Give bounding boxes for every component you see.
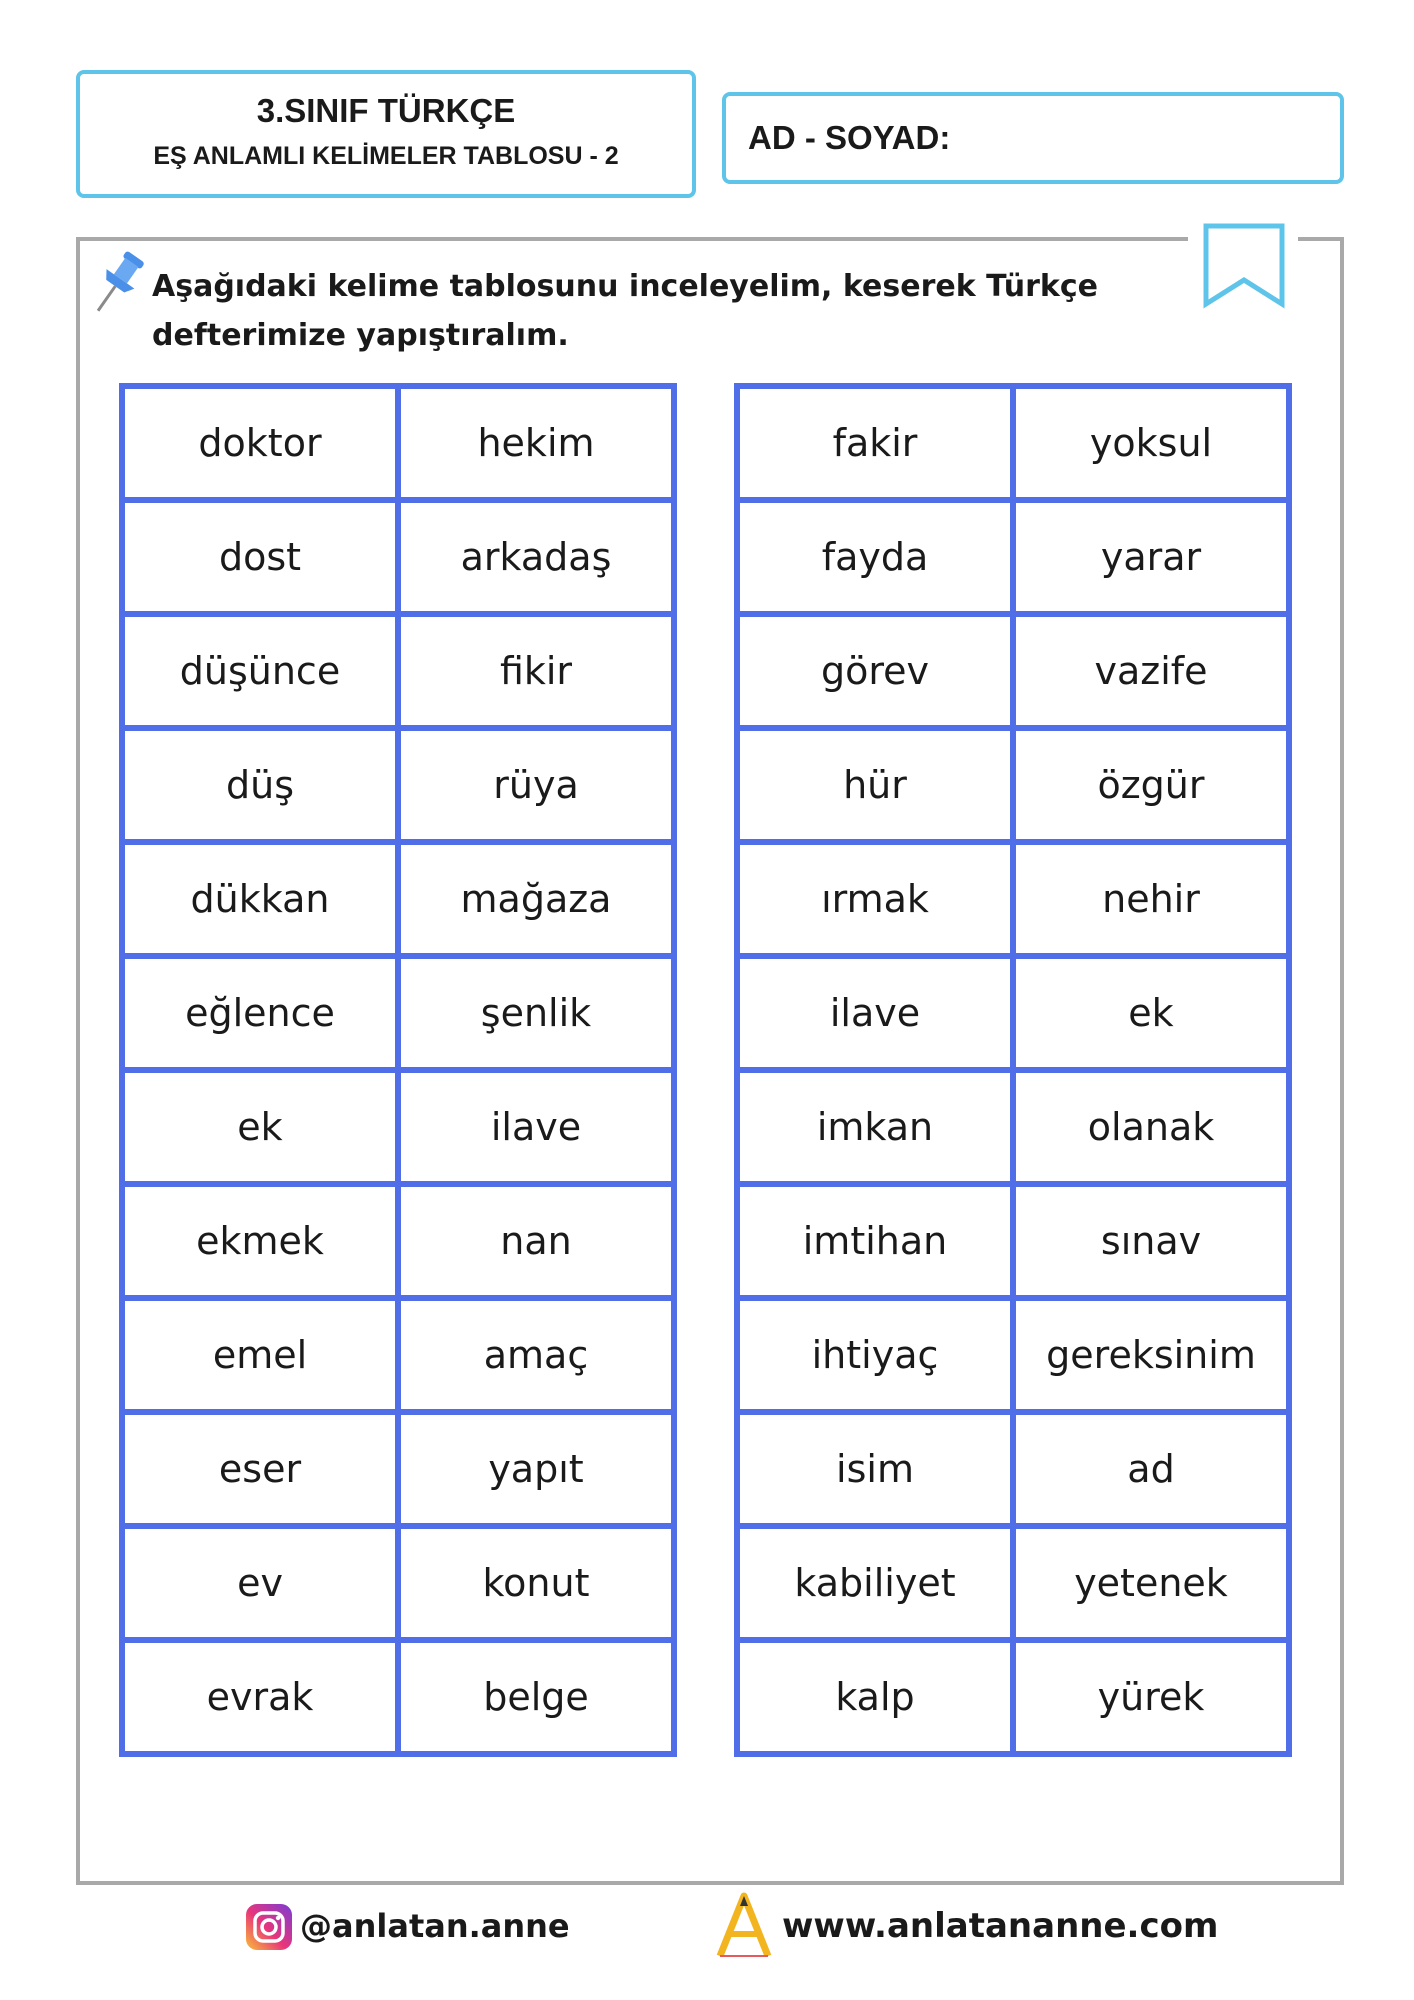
pushpin-icon: [92, 248, 150, 322]
instagram-handle: @anlatan.anne: [300, 1907, 570, 1945]
word-cell: belge: [398, 1640, 674, 1754]
word-cell: nan: [398, 1184, 674, 1298]
table-row: [122, 500, 674, 614]
word-cell: arkadaş: [398, 500, 674, 614]
word-cell: gereksinim: [1013, 1298, 1289, 1412]
worksheet-subtitle: EŞ ANLAMLI KELİMELER TABLOSU - 2: [153, 142, 619, 170]
table-row: [737, 500, 1289, 614]
word-cell: düşünce: [122, 614, 398, 728]
word-cell: eğlence: [122, 956, 398, 1070]
word-cell: hür: [737, 728, 1013, 842]
website-url: www.anlatananne.com: [782, 1906, 1219, 1946]
synonym-table-left: [119, 383, 677, 1757]
instruction-line-1: Aşağıdaki kelime tablosunu inceleyelim, keserek Türkçe: [152, 269, 1098, 304]
table-row: [737, 1412, 1289, 1526]
word-cell: ırmak: [737, 842, 1013, 956]
word-cell: ekmek: [122, 1184, 398, 1298]
word-cell: evrak: [122, 1640, 398, 1754]
table-row: [737, 1298, 1289, 1412]
table-row: [737, 1070, 1289, 1184]
word-cell: yarar: [1013, 500, 1289, 614]
word-cell: ev: [122, 1526, 398, 1640]
table-row: [122, 842, 674, 956]
instruction-line-2: defterimize yapıştıralım.: [152, 318, 569, 353]
table-row: [737, 1184, 1289, 1298]
word-cell: vazife: [1013, 614, 1289, 728]
word-cell: dost: [122, 500, 398, 614]
table-row: [122, 1298, 674, 1412]
worksheet-title: 3.SINIF TÜRKÇE: [256, 92, 516, 129]
word-cell: doktor: [122, 386, 398, 500]
instruction-text: [152, 262, 1152, 360]
word-cell: fayda: [737, 500, 1013, 614]
word-cell: amaç: [398, 1298, 674, 1412]
word-cell: ihtiyaç: [737, 1298, 1013, 1412]
word-cell: fikir: [398, 614, 674, 728]
table-row: [122, 1640, 674, 1754]
instagram-icon: [246, 1904, 292, 1950]
word-cell: şenlik: [398, 956, 674, 1070]
bookmark-icon: [1202, 222, 1286, 310]
word-cell: yapıt: [398, 1412, 674, 1526]
word-cell: olanak: [1013, 1070, 1289, 1184]
word-cell: sınav: [1013, 1184, 1289, 1298]
word-cell: yürek: [1013, 1640, 1289, 1754]
table-row: [122, 386, 674, 500]
word-cell: mağaza: [398, 842, 674, 956]
word-cell: yetenek: [1013, 1526, 1289, 1640]
word-cell: düş: [122, 728, 398, 842]
word-cell: ek: [1013, 956, 1289, 1070]
name-field[interactable]: AD - SOYAD:: [722, 92, 1344, 184]
word-cell: ilave: [398, 1070, 674, 1184]
table-row: [737, 1526, 1289, 1640]
word-cell: görev: [737, 614, 1013, 728]
table-row: [122, 1184, 674, 1298]
table-row: [122, 728, 674, 842]
word-cell: fakir: [737, 386, 1013, 500]
word-cell: ek: [122, 1070, 398, 1184]
word-cell: rüya: [398, 728, 674, 842]
table-row: [737, 956, 1289, 1070]
word-cell: hekim: [398, 386, 674, 500]
table-row: [737, 728, 1289, 842]
word-cell: imkan: [737, 1070, 1013, 1184]
word-cell: kalp: [737, 1640, 1013, 1754]
table-row: [737, 1640, 1289, 1754]
word-cell: nehir: [1013, 842, 1289, 956]
table-row: [737, 386, 1289, 500]
synonym-table-right: [734, 383, 1292, 1757]
table-row: [122, 1412, 674, 1526]
word-cell: konut: [398, 1526, 674, 1640]
letter-a-pencil-logo: [714, 1892, 774, 1960]
table-row: [737, 614, 1289, 728]
table-row: [122, 1526, 674, 1640]
word-cell: özgür: [1013, 728, 1289, 842]
word-cell: ilave: [737, 956, 1013, 1070]
title-box: [76, 70, 696, 198]
word-cell: yoksul: [1013, 386, 1289, 500]
word-cell: imtihan: [737, 1184, 1013, 1298]
word-cell: kabiliyet: [737, 1526, 1013, 1640]
word-cell: ad: [1013, 1412, 1289, 1526]
table-row: [122, 614, 674, 728]
word-cell: dükkan: [122, 842, 398, 956]
table-row: [737, 842, 1289, 956]
table-row: [122, 956, 674, 1070]
word-cell: eser: [122, 1412, 398, 1526]
word-cell: isim: [737, 1412, 1013, 1526]
table-row: [122, 1070, 674, 1184]
word-cell: emel: [122, 1298, 398, 1412]
